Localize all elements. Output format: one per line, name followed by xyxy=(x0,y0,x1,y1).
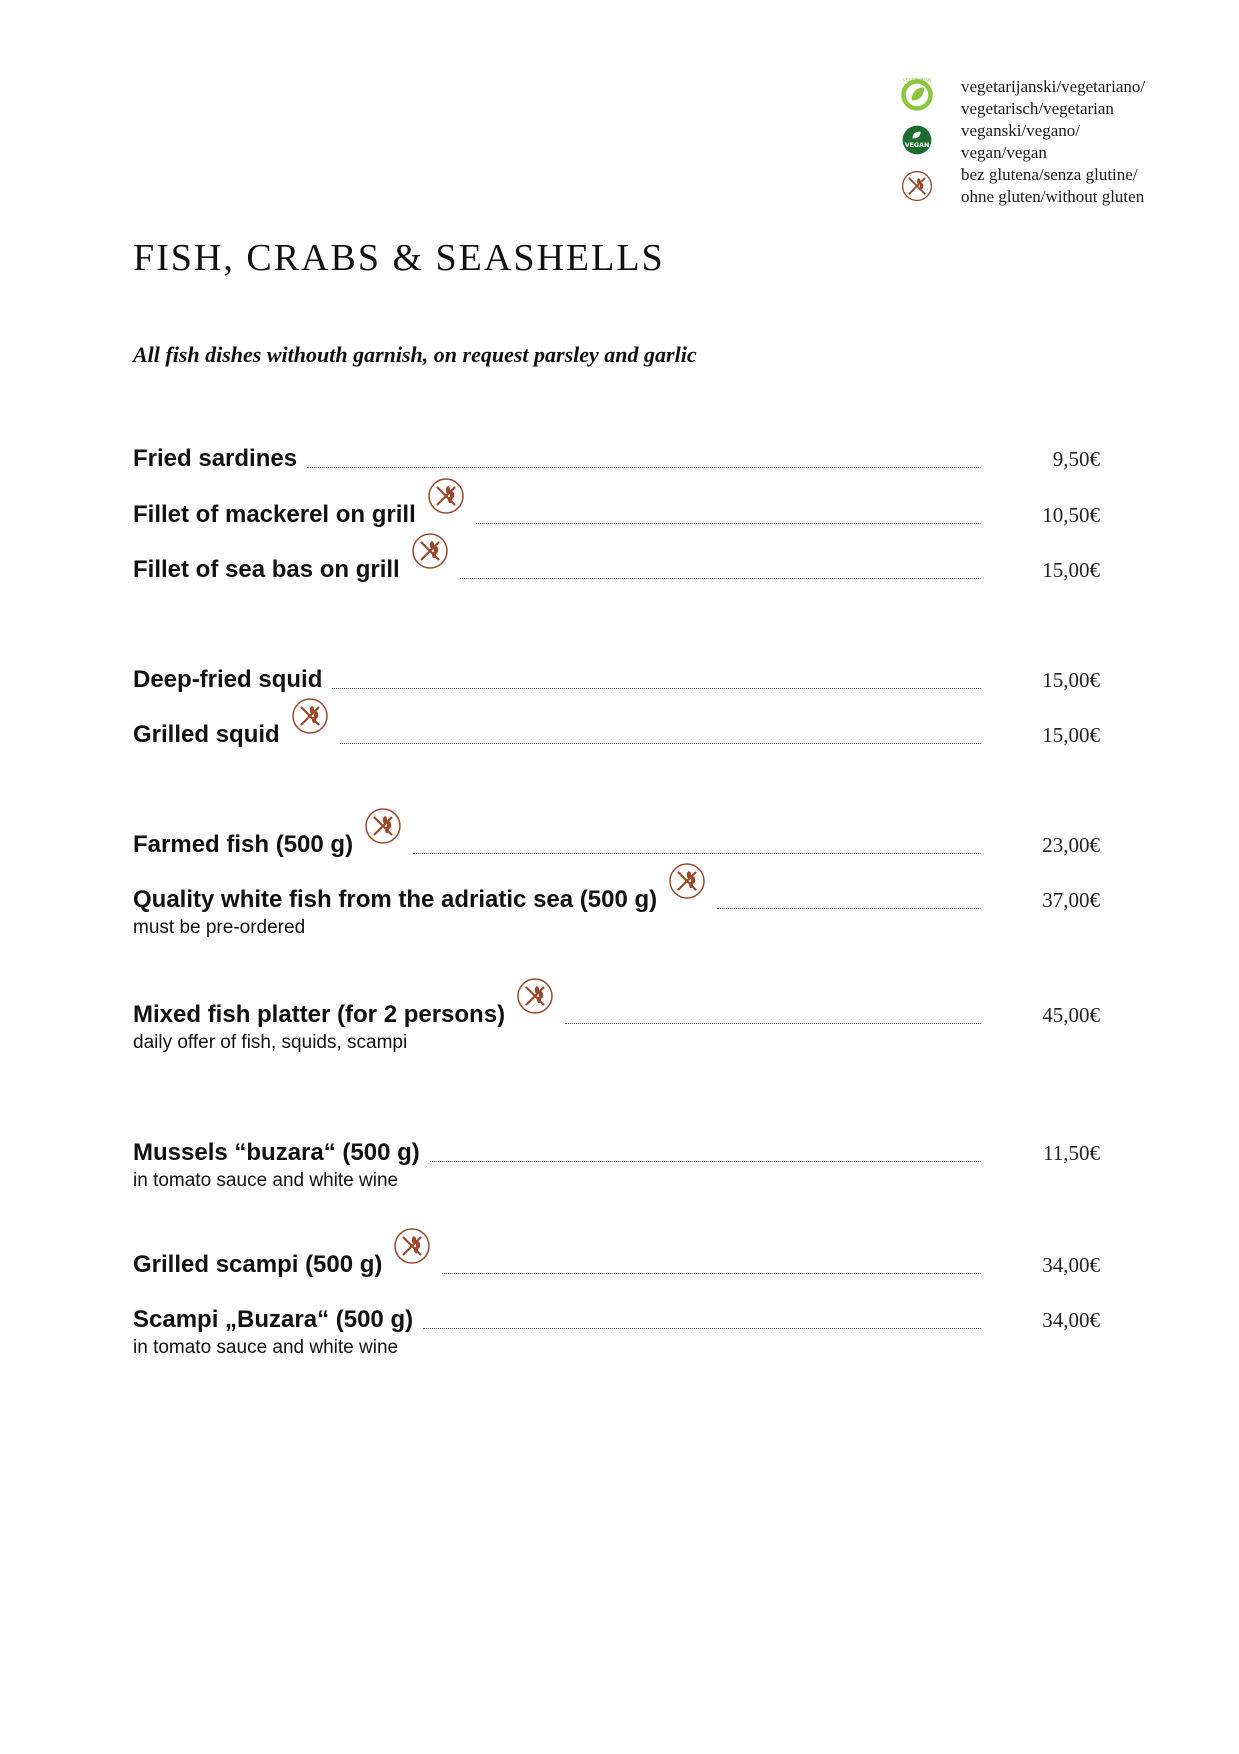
legend-text-vegetarian: vegetarijanski/vegetariano/ vegetarisch/vegetarian xyxy=(961,77,1146,118)
vegan-badge-text: VEGAN xyxy=(904,142,930,150)
dot-leader xyxy=(332,687,981,689)
menu-item-row xyxy=(133,555,1100,585)
gluten-free-icon xyxy=(426,476,466,516)
dot-leader xyxy=(307,466,981,468)
menu-item-row xyxy=(133,1305,1100,1335)
legend-text-vegan: veganski/vegano/ vegan/vegan xyxy=(961,121,1080,162)
menu-item-description: daily offer of fish, squids, scampi xyxy=(133,1032,408,1053)
menu-item-price: 23,00€ xyxy=(1042,833,1100,857)
menu-item-price: 10,50€ xyxy=(1042,503,1100,527)
menu-item-name: Grilled squid xyxy=(133,721,280,748)
menu-item-name: Quality white fish from the adriatic sea (500 g) xyxy=(133,886,658,913)
vegetarian-icon xyxy=(899,76,935,112)
menu-item xyxy=(133,1000,1100,1080)
gluten-free-icon xyxy=(290,696,330,736)
gluten-free-icon xyxy=(363,806,403,846)
menu-item-price: 45,00€ xyxy=(1042,1003,1100,1027)
menu-item-price: 34,00€ xyxy=(1042,1308,1100,1332)
dot-leader xyxy=(413,852,981,854)
menu-item-row xyxy=(133,830,1100,860)
menu-item-price: 15,00€ xyxy=(1042,668,1100,692)
menu-item xyxy=(133,720,1100,800)
menu-item xyxy=(133,885,1100,965)
legend-row-vegan xyxy=(899,120,1199,164)
page-title: FISH, CRABS & SEASHELLS xyxy=(133,237,665,279)
menu-item-name: Deep-fried squid xyxy=(133,666,323,693)
menu-item-name: Fillet of sea bas on grill xyxy=(133,556,400,583)
menu-item-row xyxy=(133,720,1100,750)
vegan-icon xyxy=(899,122,935,158)
menu-item-row xyxy=(133,885,1100,915)
garnish-note: All fish dishes withouth garnish, on request parsley and garlic xyxy=(133,342,697,367)
menu-item-description: in tomato sauce and white wine xyxy=(133,1170,399,1191)
gluten-free-icon xyxy=(410,531,450,571)
menu-item-row xyxy=(133,1250,1100,1280)
gluten-free-icon xyxy=(515,976,555,1016)
dot-leader xyxy=(442,1272,981,1274)
menu-item-name: Fillet of mackerel on grill xyxy=(133,501,416,528)
dot-leader xyxy=(717,907,981,909)
dot-leader xyxy=(340,742,981,744)
menu-item-name: Scampi „Buzara“ (500 g) xyxy=(133,1306,414,1333)
dot-leader xyxy=(460,577,981,579)
menu-item-price: 9,50€ xyxy=(1052,447,1100,471)
menu-item-name: Mussels “buzara“ (500 g) xyxy=(133,1139,420,1166)
legend-row-gluten-free xyxy=(899,164,1199,208)
dot-leader xyxy=(476,522,981,524)
dot-leader xyxy=(423,1327,981,1329)
menu-item-description: in tomato sauce and white wine xyxy=(133,1337,399,1358)
vegetarian-badge-text: VEGETARIAN xyxy=(902,78,932,84)
menu-item xyxy=(133,1305,1100,1385)
menu-item-row xyxy=(133,1000,1100,1030)
menu-item-name: Mixed fish platter (for 2 persons) xyxy=(133,1001,506,1028)
menu-item xyxy=(133,1138,1100,1218)
menu-item-price: 15,00€ xyxy=(1042,558,1100,582)
menu-item-description: must be pre-ordered xyxy=(133,917,306,938)
menu-item xyxy=(133,555,1100,635)
menu-item-row xyxy=(133,1138,1100,1168)
dot-leader xyxy=(430,1160,981,1162)
legend-text-gluten-free: bez glutena/senza glutine/ ohne gluten/without gluten xyxy=(961,165,1145,206)
diet-legend xyxy=(899,76,1199,208)
menu-item-row xyxy=(133,500,1100,530)
menu-item-name: Farmed fish (500 g) xyxy=(133,831,354,858)
menu-item-price: 11,50€ xyxy=(1043,1141,1100,1165)
legend-row-vegetarian xyxy=(899,76,1199,120)
gluten-free-icon xyxy=(899,168,935,204)
menu-item-price: 15,00€ xyxy=(1042,723,1100,747)
menu-item-price: 37,00€ xyxy=(1042,888,1100,912)
menu-item-price: 34,00€ xyxy=(1042,1253,1100,1277)
menu-item-name: Fried sardines xyxy=(133,445,298,472)
gluten-free-icon xyxy=(667,861,707,901)
menu-item-name: Grilled scampi (500 g) xyxy=(133,1251,383,1278)
menu-item-row xyxy=(133,444,1100,474)
gluten-free-icon xyxy=(392,1226,432,1266)
dot-leader xyxy=(565,1022,981,1024)
menu-item-row xyxy=(133,665,1100,695)
